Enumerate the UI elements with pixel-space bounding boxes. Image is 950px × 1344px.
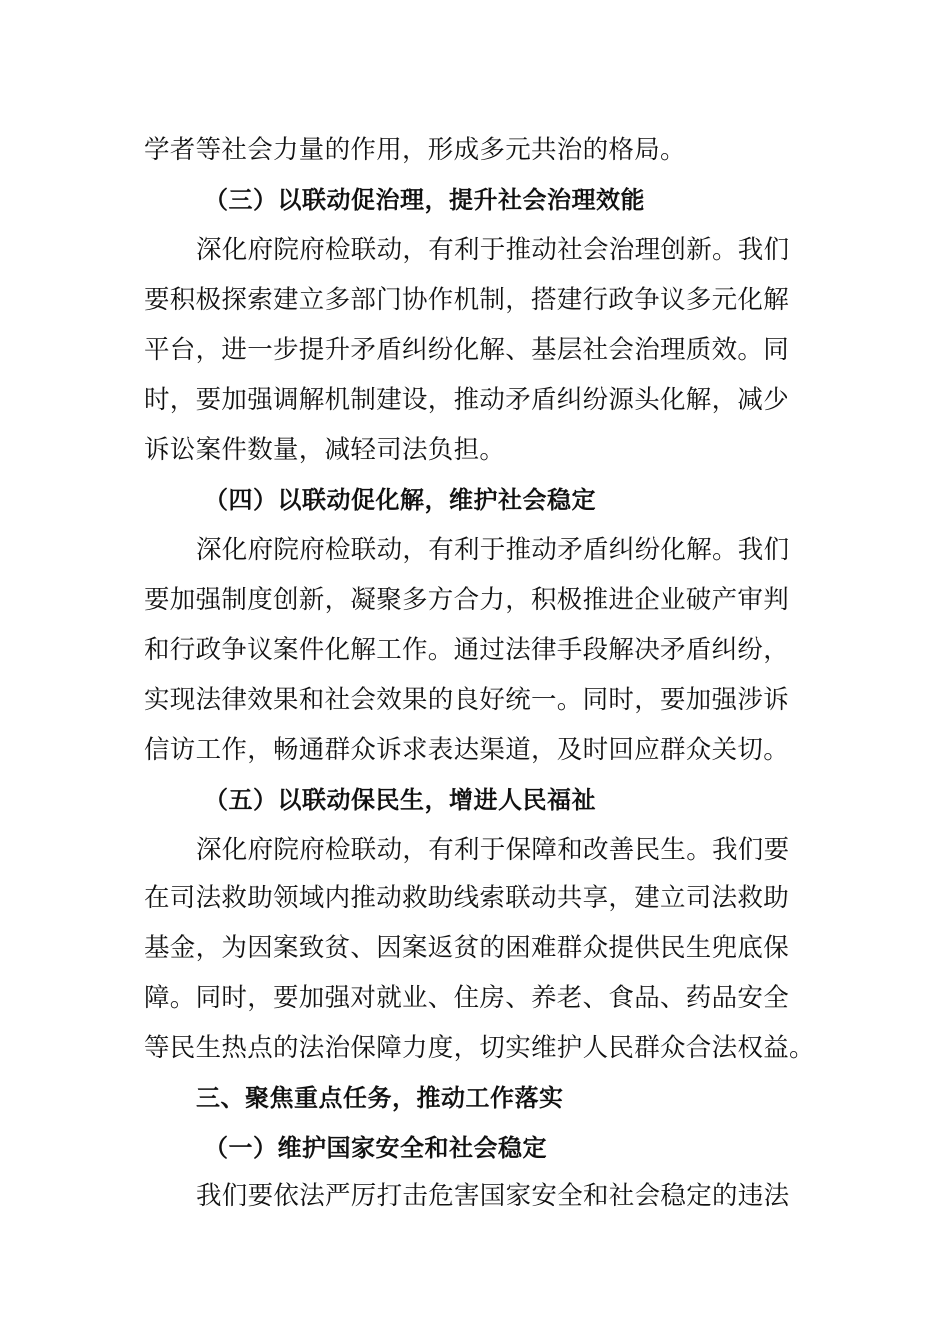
subsection-heading-4: （四）以联动促化解，维护社会稳定 xyxy=(204,486,596,514)
paragraph-line: 诉讼案件数量，减轻司法负担。 xyxy=(144,435,506,465)
paragraph-line: 要积极探索建立多部门协作机制，搭建行政争议多元化解 xyxy=(144,285,790,315)
paragraph-line: 时，要加强调解机制建设，推动矛盾纠纷源头化解，减少 xyxy=(144,385,790,415)
paragraph-line: 实现法律效果和社会效果的良好统一。同时，要加强涉诉 xyxy=(144,685,790,715)
paragraph-line: 和行政争议案件化解工作。通过法律手段解决矛盾纠纷， xyxy=(144,635,790,665)
paragraph-line: 要加强制度创新，凝聚多方合力，积极推进企业破产审判 xyxy=(144,585,790,615)
paragraph-line: 障。同时，要加强对就业、住房、养老、食品、药品安全 xyxy=(144,983,790,1013)
subsection-heading-3: （三）以联动促治理，提升社会治理效能 xyxy=(204,186,645,214)
paragraph-line: 我们要依法严厉打击危害国家安全和社会稳定的违法 xyxy=(196,1181,790,1211)
paragraph-line: 平台，进一步提升矛盾纠纷化解、基层社会治理质效。同 xyxy=(144,335,790,365)
subsection-heading-5: （五）以联动保民生，增进人民福祉 xyxy=(204,786,596,814)
paragraph-line: 学者等社会力量的作用，形成多元共治的格局。 xyxy=(144,135,686,165)
paragraph-line: 深化府院府检联动，有利于保障和改善民生。我们要 xyxy=(196,835,790,865)
paragraph-line: 在司法救助领域内推动救助线索联动共享，建立司法救助 xyxy=(144,883,790,913)
paragraph-line: 深化府院府检联动，有利于推动矛盾纠纷化解。我们 xyxy=(196,535,790,565)
subsection-heading-1: （一）维护国家安全和社会稳定 xyxy=(204,1134,547,1162)
paragraph-line: 信访工作，畅通群众诉求表达渠道，及时回应群众关切。 xyxy=(144,735,790,765)
paragraph-line: 基金，为因案致贫、因案返贫的困难群众提供民生兜底保 xyxy=(144,933,790,963)
paragraph-line: 等民生热点的法治保障力度，切实维护人民群众合法权益。 xyxy=(144,1033,815,1063)
paragraph-line: 深化府院府检联动，有利于推动社会治理创新。我们 xyxy=(196,235,790,265)
section-heading-3: 三、聚焦重点任务，推动工作落实 xyxy=(196,1084,564,1112)
